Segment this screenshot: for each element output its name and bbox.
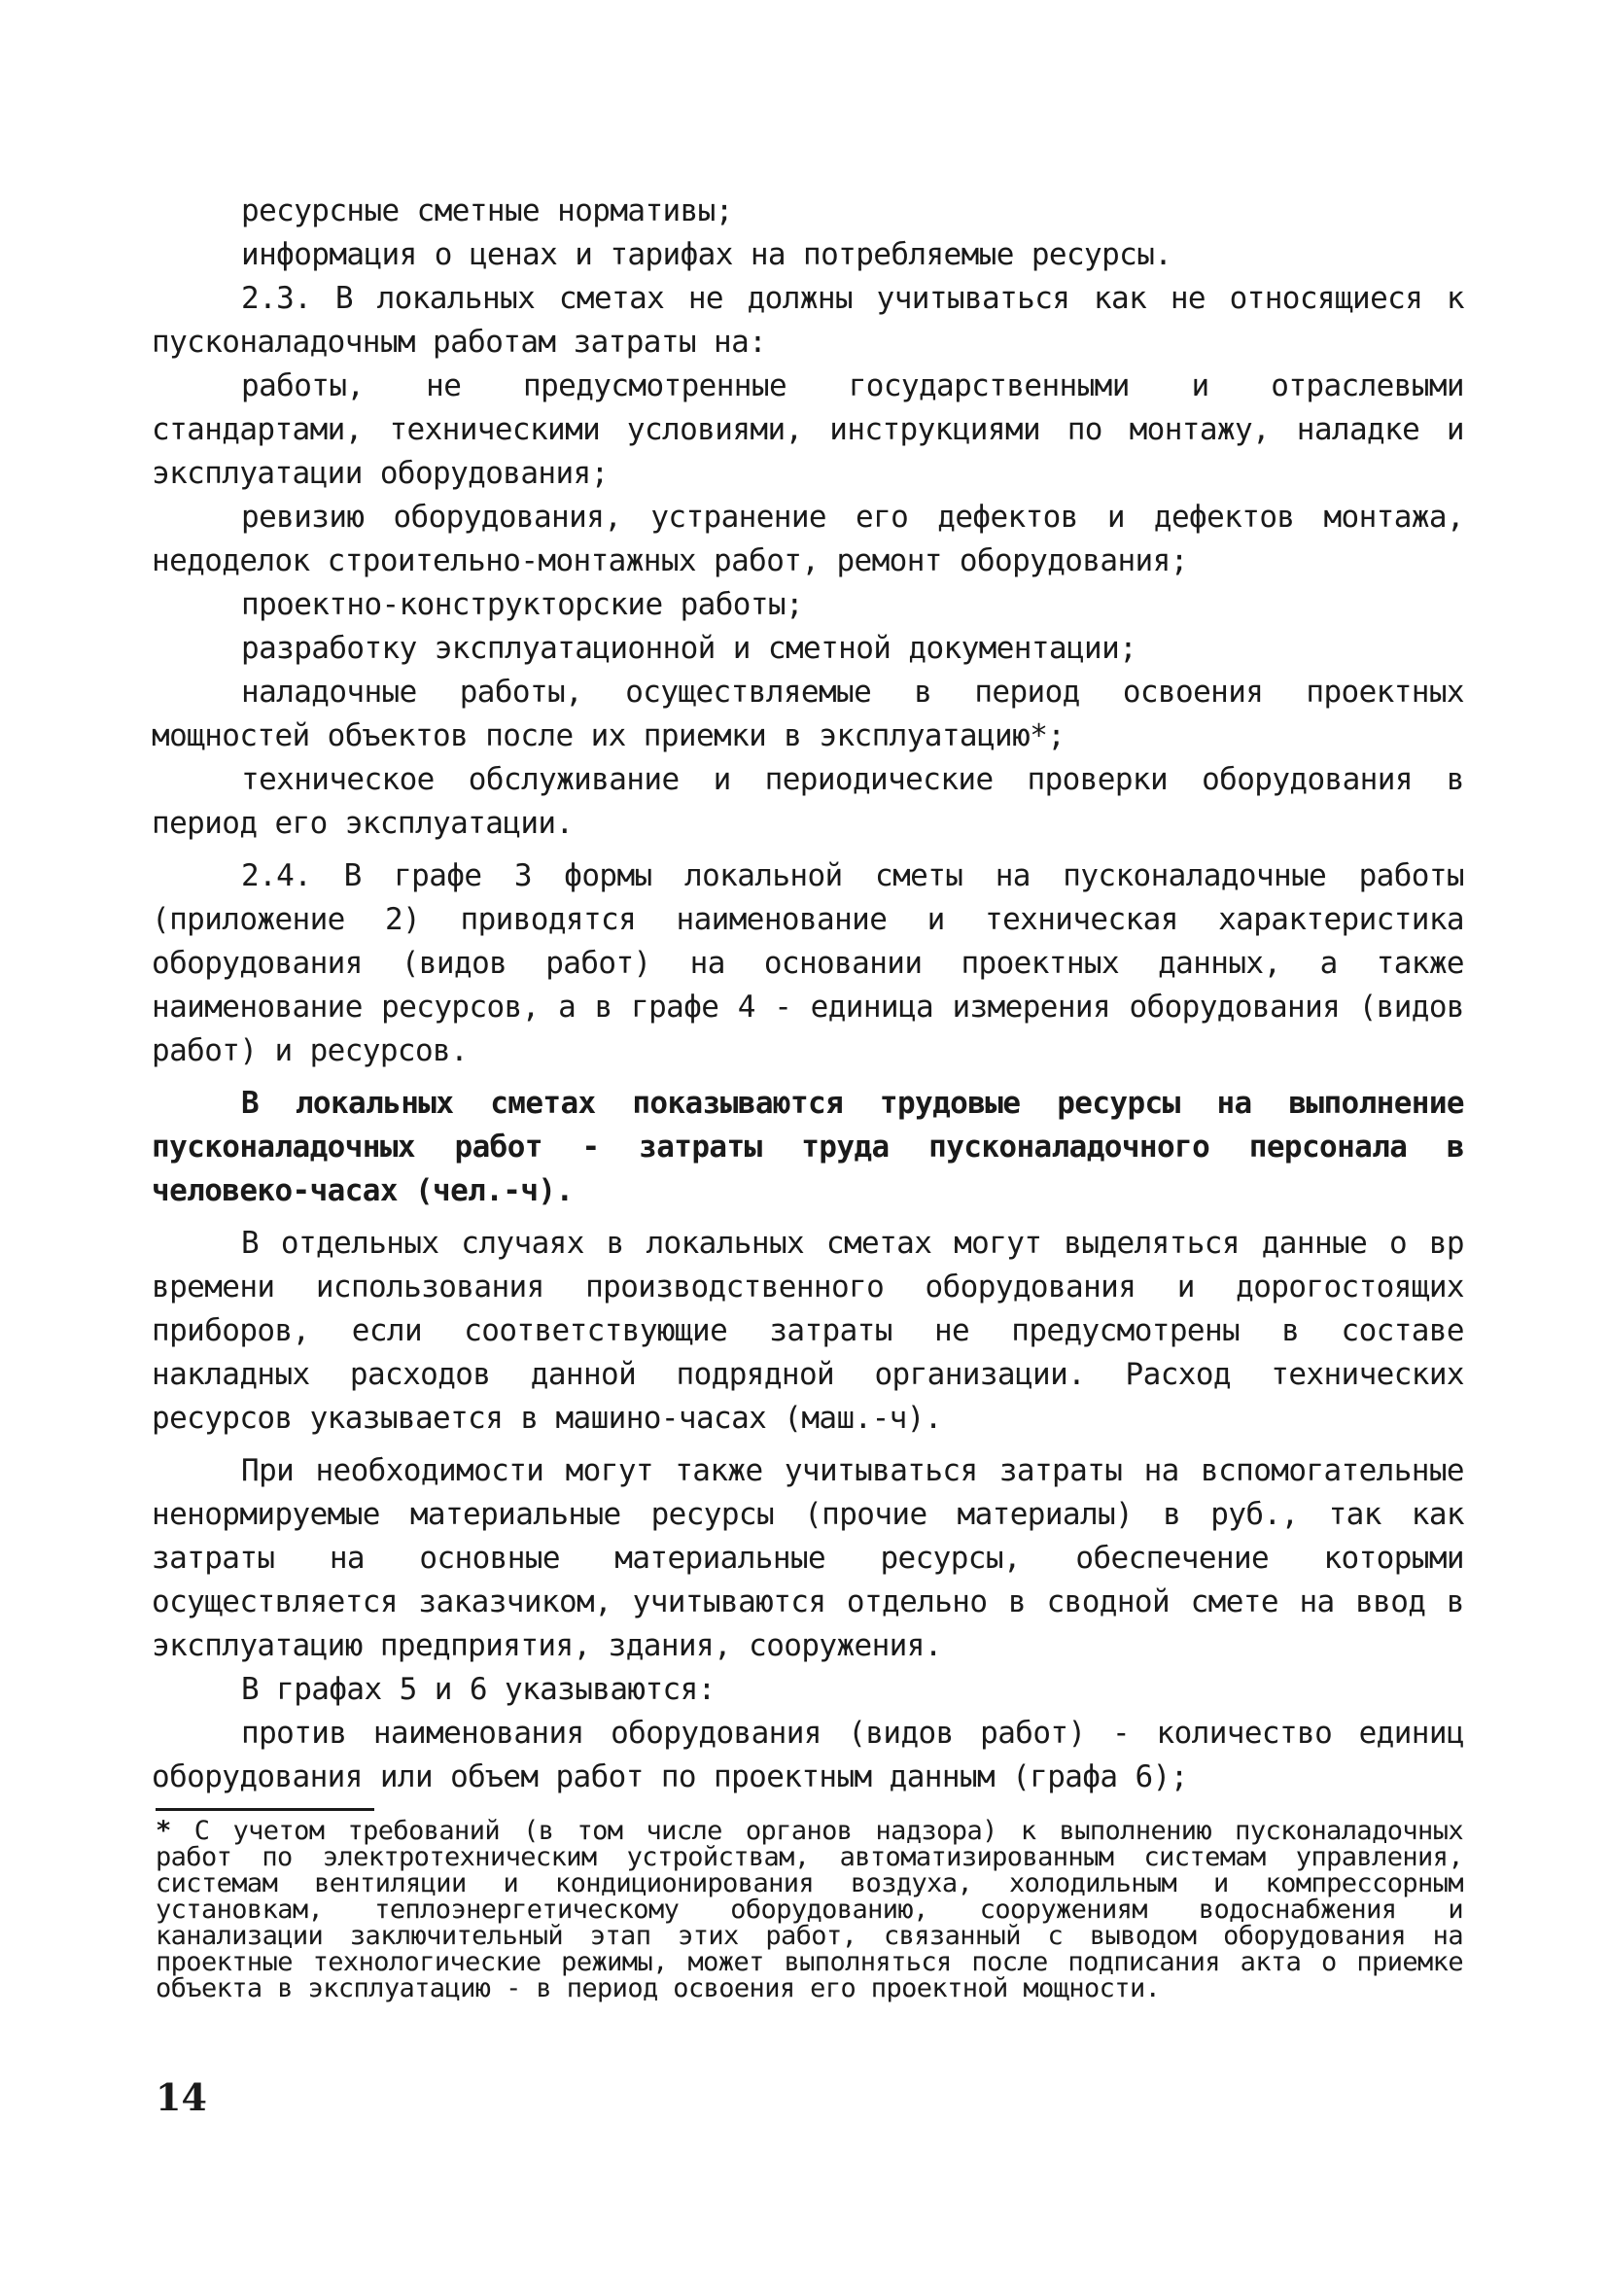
footnote-text: С учетом требований (в том числе органов надзора) к выполнению пусконаладочных работ по электротехническим устройствам, автоматизированным системам управления, системам вентиляции и кондиционирования воздуха, холодильным и компрессорным установкам, теплоэнергетическому оборудованию, сооружениям водоснабжения и канализации заключительный этап этих работ, связанный с выводом оборудования на проектные технологические режимы, может выполняться после подписания акта о приемке объекта в эксплуатацию - в период освоения его проектной мощности. xyxy=(156,1816,1464,2003)
paragraph: против наименования оборудования (видов работ) - количество единиц оборудования или объем работ по проектным данным (графа 6); xyxy=(152,1716,1464,1794)
paragraph: В локальных сметах показываются трудовые ресурсы на выполнение пусконаладочных работ - затраты труда пусконаладочного персонала в человеко-часах (чел.-ч). xyxy=(152,1086,1464,1208)
footnote-mark: * xyxy=(156,1816,171,1846)
paragraph: информация о ценах и тарифах на потребляемые ресурсы. xyxy=(241,237,1172,272)
paragraph: 2.4. В графе 3 формы локальной сметы на пусконаладочные работы (приложение 2) приводятся наименование и техническая характеристика оборудования (видов работ) на основании проектных данных, а также наименование ресурсов, а в графе 4 - единица измерения оборудования (видов работ) и ресурсов. xyxy=(152,858,1464,1068)
paragraph: ревизию оборудования, устранение его дефектов и дефектов монтажа, недоделок строительно-монтажных работ, ремонт оборудования; xyxy=(152,500,1464,578)
page-number: 14 xyxy=(156,2075,207,2119)
paragraph: ресурсные сметные нормативы; xyxy=(241,193,733,228)
footnote-separator xyxy=(156,1808,374,1811)
paragraph: В графах 5 и 6 указываются: xyxy=(241,1672,716,1707)
footnote-paragraph xyxy=(156,1818,1463,2001)
paragraph: техническое обслуживание и периодические проверки оборудования в период его эксплуатации. xyxy=(152,762,1464,841)
paragraph-with-footnote-ref xyxy=(152,671,1464,758)
body-text xyxy=(152,190,1464,1799)
paragraph-text: наладочные работы, осуществляемые в период освоения проектных мощностей объектов после их приемки в эксплуатацию xyxy=(152,675,1464,753)
paragraph: При необходимости могут также учитываться затраты на вспомогательные ненормируемые материальные ресурсы (прочие материалы) в руб., так как затраты на основные материальные ресурсы, обеспечение которыми осуществляется заказчиком, учитываются отдельно в сводной смете на ввод в эксплуатацию предприятия, здания, сооружения. xyxy=(152,1453,1464,1663)
footnote-reference: *; xyxy=(1030,718,1066,753)
paragraph: В отдельных случаях в локальных сметах могут выделяться данные о вр времени использования производственного оборудования и дорогостоящих приборов, если соответствующие затраты не предусмотрены в составе накладных расходов данной подрядной организации. Расход технических ресурсов указывается в машино-часах (маш.-ч). xyxy=(152,1226,1464,1436)
paragraph: 2.3. В локальных сметах не должны учитываться как не относящиеся к пусконаладочным работам затраты на: xyxy=(152,281,1464,360)
footnote xyxy=(156,1818,1463,2001)
paragraph: разработку эксплуатационной и сметной документации; xyxy=(241,631,1137,666)
paragraph: работы, не предусмотренные государственными и отраслевыми стандартами, техническими условиями, инструкциями по монтажу, наладке и эксплуатации оборудования; xyxy=(152,368,1464,491)
paragraph: проектно-конструкторские работы; xyxy=(241,587,804,622)
